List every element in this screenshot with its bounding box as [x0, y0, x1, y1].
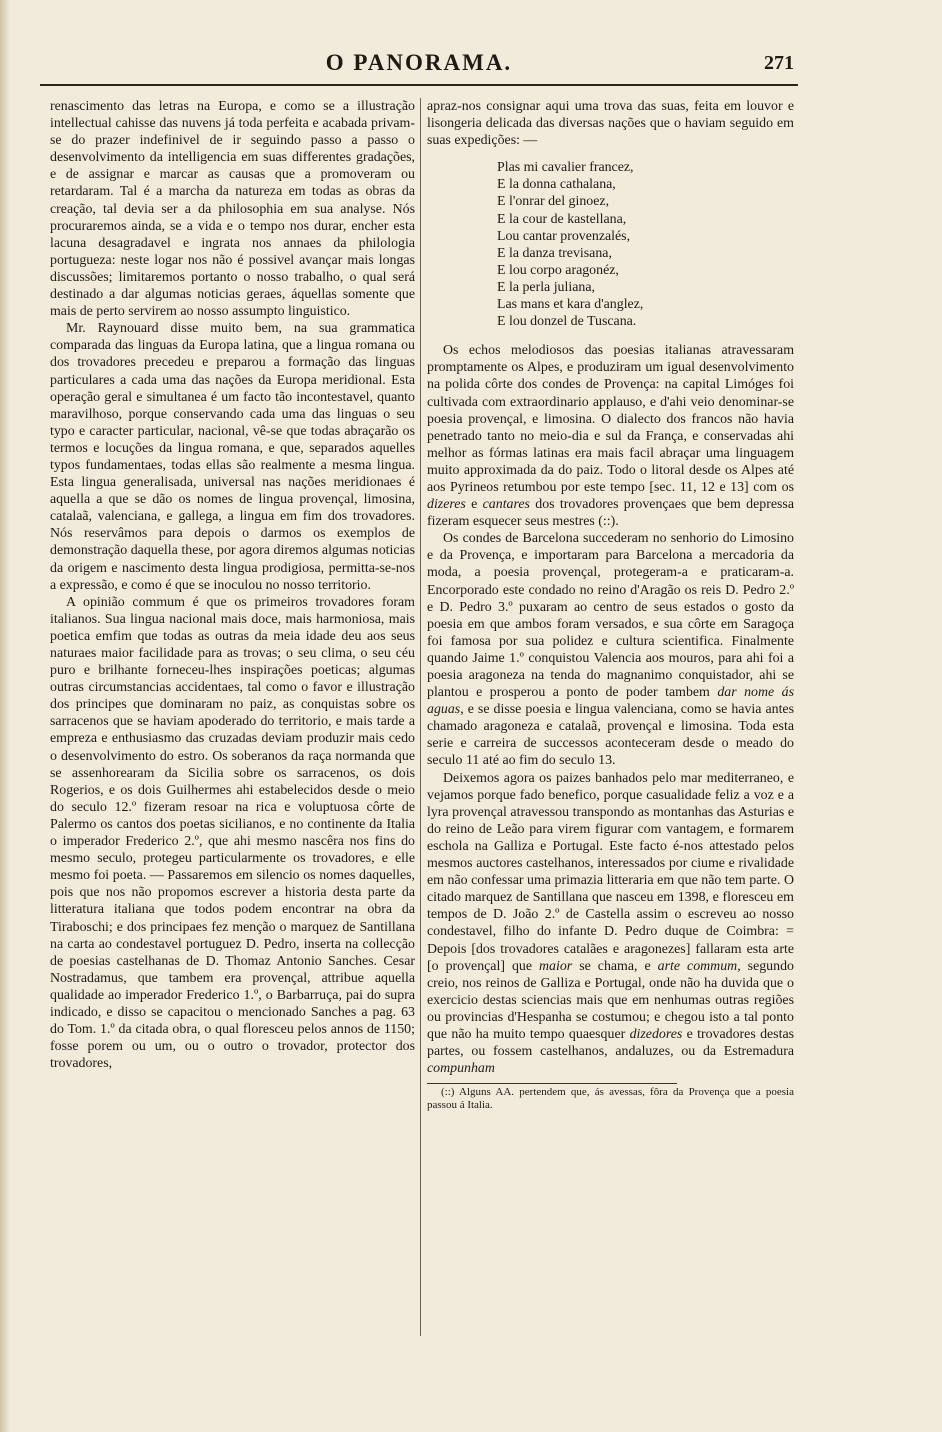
italic-term: cantares — [482, 497, 530, 513]
left-paragraph-1: renascimento das letras na Europa, e como se a illustração intellectual cahisse das nuvens já toda perfeita e acabada privam-se do prazer indefinivel de ir seguindo passo a passo o desenvolvimento da intelligencia em suas differentes gradações, e de assignar e marcar as causas que a promoveram ou retardaram. Tal é a marcha da natureza em todas as obras da creação, tal devia ser a da philosophia em sua analyse. Nós procuraremos ainda, se a vida e o tempo nos durar, encher esta lacuna desagradavel e ingrata nos annaes da philologia portugueza: neste logar nos não é possivel avançar mais longas discussões; limitaremos portanto o nosso trabalho, o qual será destinado a dar algumas noticias geraes, áquellas somente que mais de perto servirem ao nosso assumpto linguistico. — [50, 99, 415, 320]
italic-term: dar nome ás aguas — [427, 685, 794, 718]
page-title: O PANORAMA. — [325, 50, 513, 75]
paragraph-text: , segundo creio, nos reinos de Galliza e Portugal, onde não ha duvida que o exercicio destas sciencias mais que em nenhumas outras regiões ou provincias d'Hespanha se costumou; e chegou isto a tal ponto que não ha muito tempo quaesquer — [427, 958, 794, 1042]
troubadour-poem — [497, 159, 794, 330]
poem-line: E l'onrar del ginoez, — [497, 194, 610, 210]
paragraph-text: dos trovadores provençaes que bem depressa fizeram esquecer seus mestres (::). — [427, 497, 794, 530]
page-binding-edge — [0, 0, 10, 1432]
poem-line: E la cour de kastellana, — [497, 211, 627, 227]
paragraph-text: e — [471, 497, 478, 513]
poem-line: Lou cantar provenzalés, — [497, 228, 631, 244]
paragraph-text: Os echos melodiosos das poesias italianas atravessaram promptamente os Alpes, e produziram um igual desenvolvimento na polida côrte dos condes de Provença: na capital Limóges foi cultivada com extraordinario applauso, e d'ahi veio denominar-se poesia provençal, e limosina. O dialecto dos francos não havia penetrado tanto no meio-dia e sul da França, e conservadas ahi melhor as fórmas latinas era mais facil abraçar uma linguagem muito approximada da do paiz. Todo o litoral desde os Alpes até aos Pyrineos retumbou por este tempo [sec. 11, 12 e 13] com os — [427, 343, 794, 495]
italic-term: compunham — [427, 1061, 495, 1077]
page-header — [40, 44, 798, 86]
poem-line: E la donna cathalana, — [497, 177, 616, 193]
italic-term: dizedores — [629, 1026, 683, 1042]
italic-term: arte commum — [657, 958, 738, 974]
poem-line: E la perla juliana, — [497, 279, 595, 295]
poem-line: Plas mi cavalier francez, — [497, 160, 634, 176]
poem-line: E la danza trevisana, — [497, 245, 612, 261]
paragraph-text: Os condes de Barcelona succederam no senhorio do Limosino e da Provença, e importaram para Barcelona a mercadoria da moda, a poesia provençal, protegeram-a e praticaram-a. Encorporado este condado no reino d'Aragão os reis D. Pedro 2.º e D. Pedro 3.º puxaram ao centro de seus estados o gosto da poesia em que ambos foram versados, e sua côrte em Saragoça foi famosa por sua polidez e cultura scientifica. Finalmente quando Jaime 1.º conquistou Valencia aos mouros, para ahi foi a poesia aragoneza na tenda do magnanimo conquistador, ahi se plantou e prosperou a ponto de poder tambem — [427, 531, 794, 701]
column-divider — [420, 98, 421, 1336]
poem-line: E lou donzel de Tuscana. — [497, 314, 637, 330]
right-paragraph-2 — [427, 342, 794, 530]
right-paragraph-3 — [427, 530, 794, 769]
page-number: 271 — [764, 52, 794, 74]
italic-term: maior — [539, 958, 573, 974]
poem-line: E lou corpo aragonéz, — [497, 262, 619, 278]
italic-term: dizeres — [427, 497, 466, 513]
paragraph-text: e trovadores destas partes, ou fossem castelhanos, andaluzes, ou da Estremadura — [427, 1026, 795, 1060]
paragraph-text: Deixemos agora os paizes banhados pelo mar mediterraneo, e vejamos porque fado benefico, porque casualidade feliz a voz e a lyra provençal atravessou transpondo as montanhas das Asturias e do reino de Leão para virem figurar com vantagem, e formarem eschola na Galliza e Portugal. Este facto é-nos attestado pelos mesmos auctores castelhanos, interessados por ciume e rivalidade em não confessar uma primazia litteraria em que não tem parte. O citado marquez de Santillana que nasceu em 1398, e floresceu em tempos de D. João 2.º de Castella assim o escreveu ao nosso condestavel, filho do infante D. Pedro duque de Coimbra: = Depois [dos trovadores catalães e aragonezes] fallaram esta arte [o provençal] que — [427, 770, 794, 974]
left-column — [50, 98, 415, 1072]
paragraph-text: se chama, e — [579, 958, 651, 974]
left-paragraph-2: Mr. Raynouard disse muito bem, na sua grammatica comparada das linguas da Europa latina, que a lingua romana ou dos trovadores precedeu e preparou a formação das linguas particulares a cada uma das nações da Europa meridional. Esta operação geral e simultanea é um facto tão incontestavel, quanto maravilhoso, porque conservando cada uma das linguas o seu typo e caracter particular, nacional, vê-se que todas abraçarão os termos e locuções da lingua romana, e que, separados aquelles typos fundamentaes, todas ellas são realmente a mesma lingua. Esta lingua generalisada, universal nas nações meridionaes é aquella a que se dão os nomes de lingua provençal, limosina, catalaã, valenciana, e gallega, a lingua em fim dos trovadores. Nós reservâmos para depois o darmos os exemplos de demonstração daquella these, por agora diremos algumas noticias da origem e nascimento desta lingua prodigiosa, permitta-se-nos a expressão, e como é que se inoculou no nosso territorio. — [50, 321, 415, 593]
right-column — [427, 98, 794, 1112]
footnote-rule — [427, 1083, 677, 1084]
right-paragraph-4 — [427, 770, 794, 1078]
poem-line: Las mans et kara d'anglez, — [497, 297, 644, 313]
right-paragraph-1: apraz-nos consignar aqui uma trova das suas, feita em louvor e lisongeria delicada das diversas nações que o haviam seguido em suas expedições: — — [427, 99, 794, 149]
paragraph-text: , e se disse poesia e lingua valenciana, como se havia antes chamado aragoneza e catalaã, provençal e limosina. Toda esta serie e carreira de successos aconteceram desde o meado do seculo 11 até ao fim do seculo 13. — [427, 702, 794, 769]
left-paragraph-3: A opinião commum é que os primeiros trovadores foram italianos. Sua lingua nacional mais doce, mais harmoniosa, mais poetica emfim que todas as outras da meia idade deu aos seus naturaes maior facilidade para as trovas; o seu clima, o seu céu puro e brilhante forneceu-lhes inspirações poeticas; algumas outras circumstancias accidentaes, tal como o favor e illustração dos principes que dominaram no paiz, as conquistas sobre os sarracenos que se haviam apoderado do territorio, e mais tarde a empreza e enthusiasmo das cruzadas deviam produzir mais cedo o desenvolvimento do estro. Os soberanos da raça normanda que se assenhorearam da Sicilia sobre os sarracenos, os dois Rogerios, e os dois Guilhermes ahi estabelecidos desde o meio do seculo 12.º fizeram resoar na rica e voluptuosa côrte de Palermo os cantos dos poetas sicilianos, e no continente da Italia o imperador Frederico 2.º, que ahi mesmo nascêra nos fins do mesmo seculo, protegeu particularmente os trovadores, e elle mesmo foi poeta. — Passaremos em silencio os nomes daquelles, pois que nos não propomos escrever a historia desta parte da litteratura italiana que todos podem encontrar na obra da Tiraboschi; e dos principaes fez menção o marquez de Santillana na carta ao condestavel portuguez D. Pedro, inserta na collecção de poesias castelhanas de D. Thomaz Antonio Sanches. Cesar Nostradamus, que tambem era provençal, attribue aquella qualidade ao imperador Frederico 1.º, o Barbarruça, pai do supra indicado, e disso se capacitou o mencionado Sanches a pag. 63 do Tom. 1.º da citada obra, o qual floresceu pelos annos de 1150; fosse porem ou um, ou o outro o trovador, protector dos trovadores, — [50, 594, 415, 1072]
footnote: (::) Alguns AA. pertendem que, ás avessas, fôra da Provença que a poesia passou á Italia. — [427, 1086, 794, 1112]
